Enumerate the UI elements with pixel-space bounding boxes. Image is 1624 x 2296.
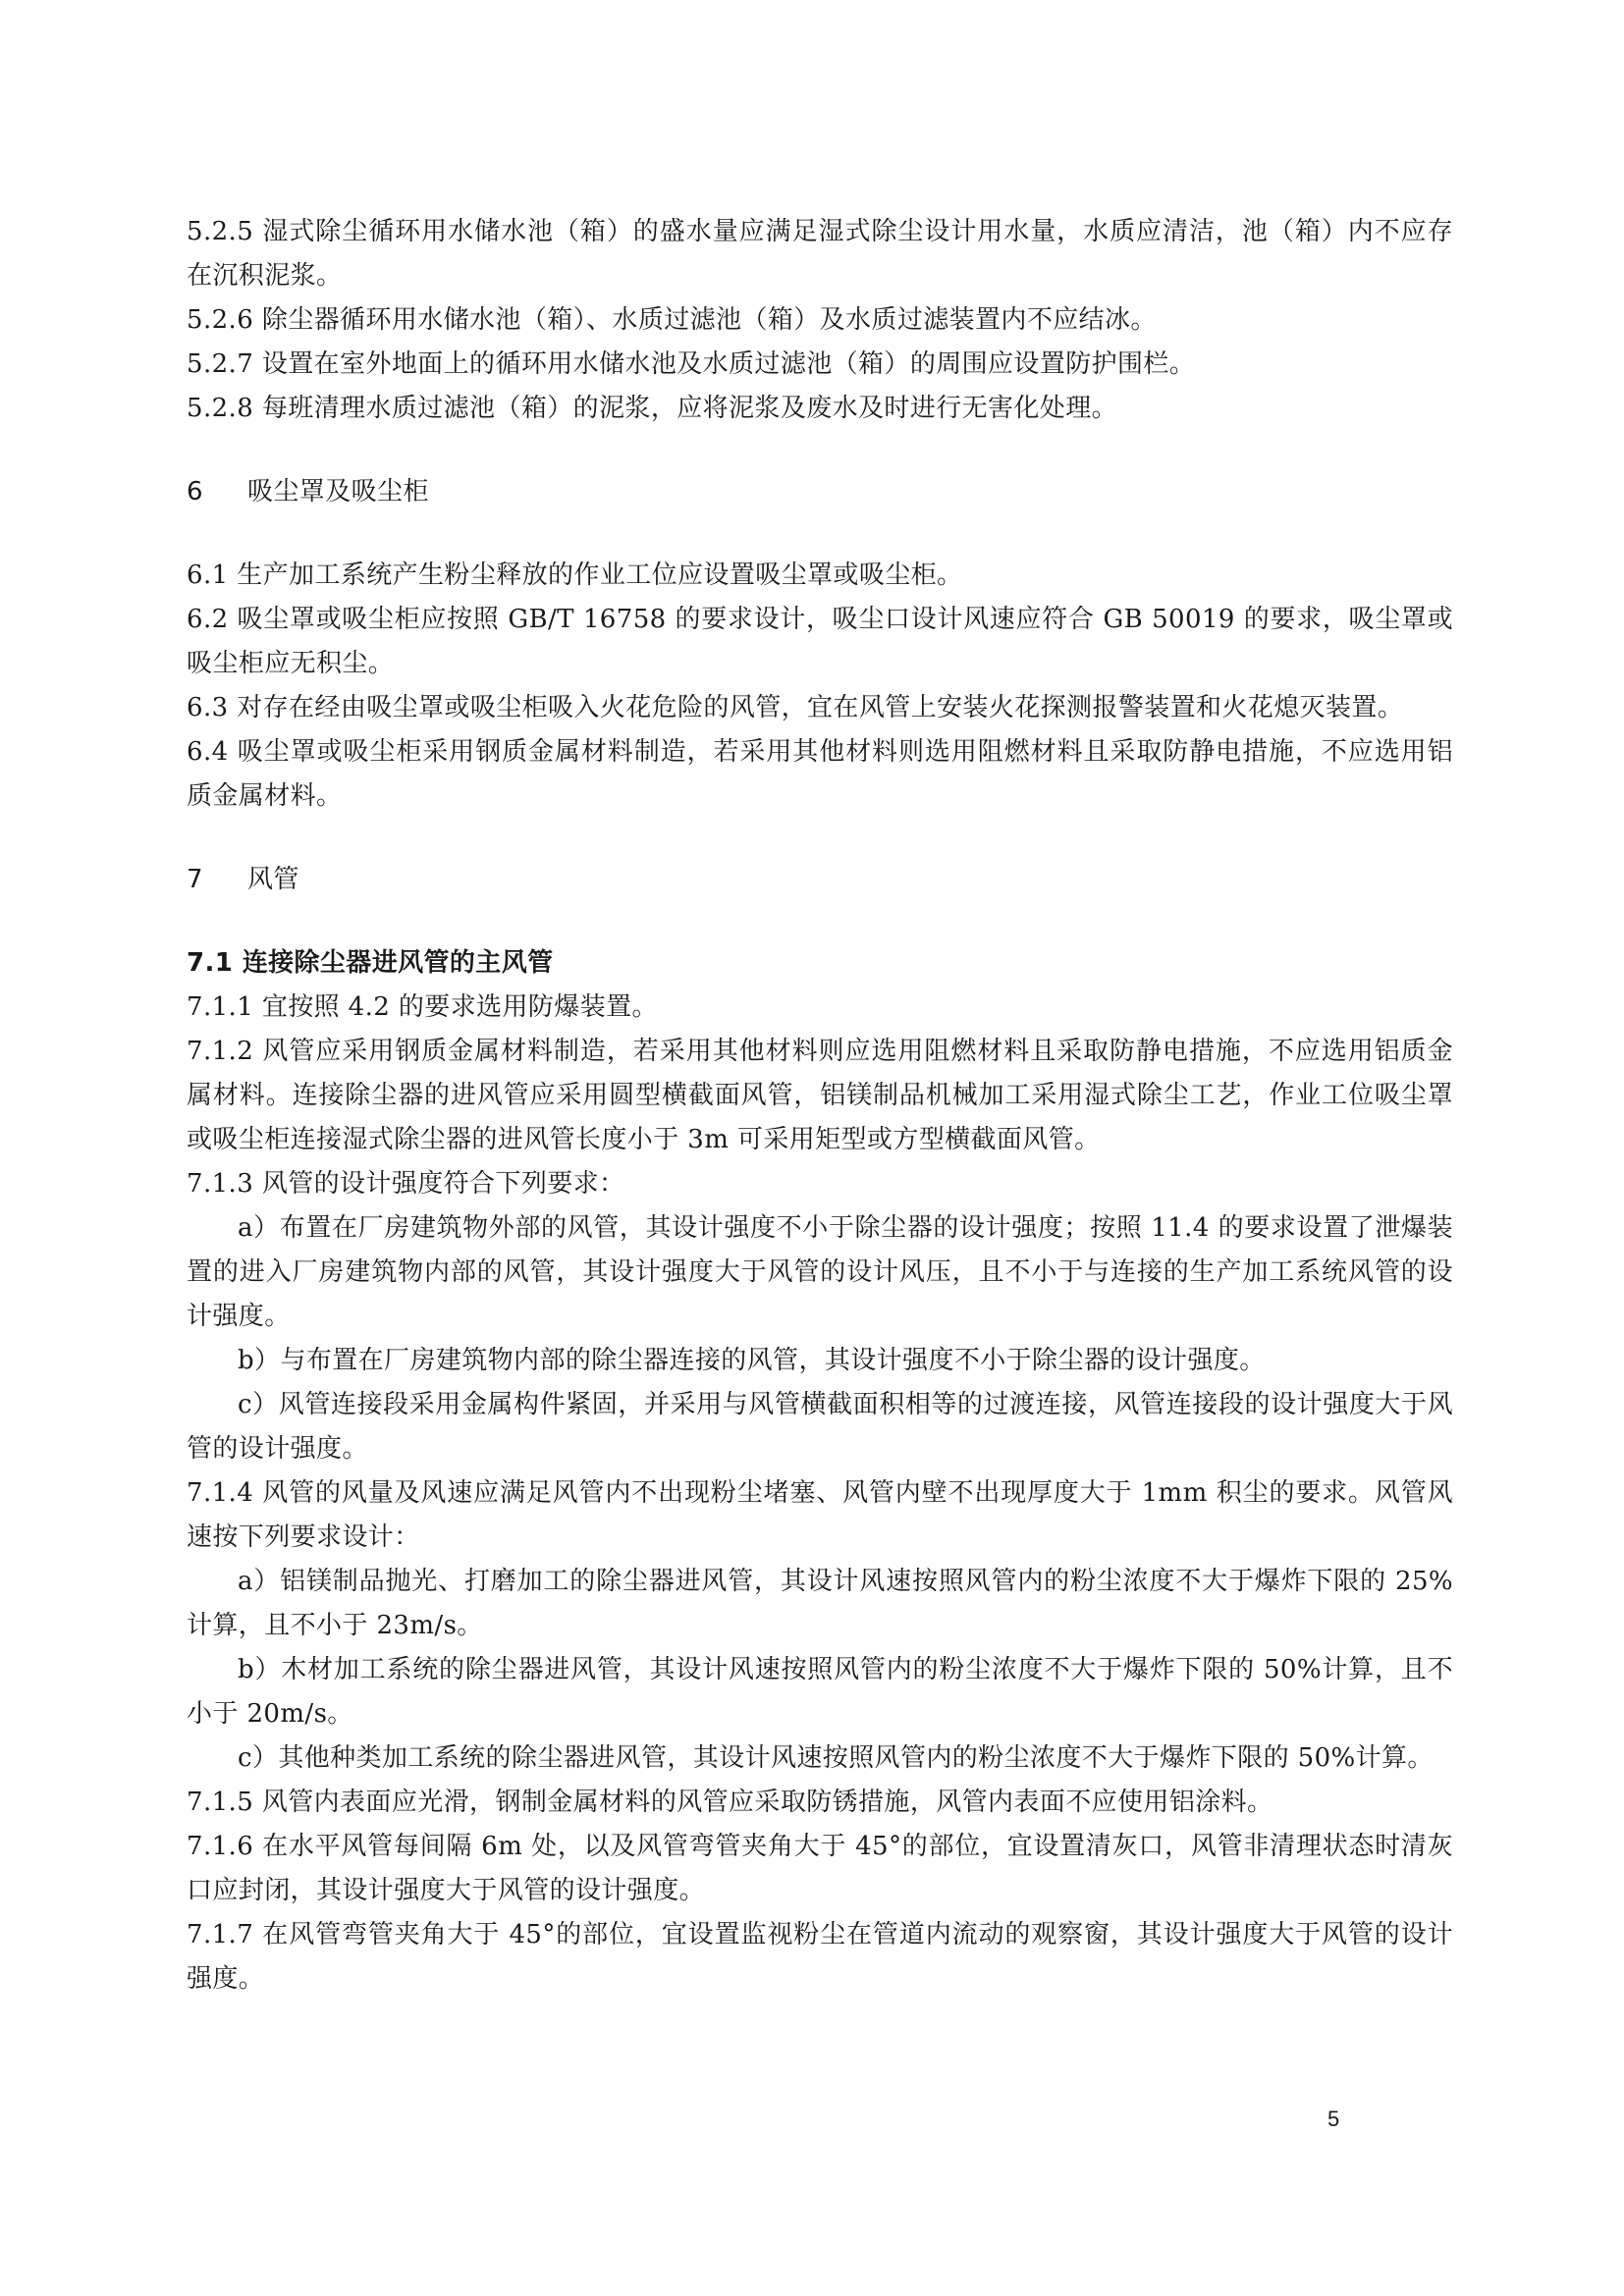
- subsection-7-1-heading: 7.1 连接除尘器进风管的主风管: [187, 948, 554, 978]
- section-7-heading: [187, 858, 1453, 902]
- clause-7-1-5: 7.1.5 风管内表面应光滑，钢制金属材料的风管应采取防锈措施，风管内表面不应使用铝涂料。: [187, 1788, 1273, 1817]
- clause-5-2-8: 5.2.8 每班清理水质过滤池（箱）的泥浆，应将泥浆及废水及时进行无害化处理。: [187, 394, 1118, 423]
- clause-6-1: 6.1 生产加工系统产生粉尘释放的作业工位应设置吸尘罩或吸尘柜。: [187, 561, 963, 590]
- clause-7-1-3-c: c）风管连接段采用金属构件紧固，并采用与风管横截面积相等的过渡连接，风管连接段的设计强度大于风管的设计强度。: [187, 1390, 1453, 1464]
- clause-5-2-5: 5.2.5 湿式除尘循环用水储水池（箱）的盛水量应满足湿式除尘设计用水量，水质应清洁，池（箱）内不应存在沉积泥浆。: [187, 217, 1453, 291]
- clause-7-1-3-a: a）布置在厂房建筑物外部的风管，其设计强度不小于除尘器的设计强度；按照 11.4 的要求设置了泄爆装置的进入厂房建筑物内部的风管，其设计强度大于风管的设计风压，且不小于与连接的生产加工系统风管的设计强度。: [187, 1213, 1453, 1331]
- clause-7-1-2: 7.1.2 风管应采用钢质金属材料制造，若采用其他材料则应选用阻燃材料且采取防静电措施，不应选用铝质金属材料。连接除尘器的进风管应采用圆型横截面风管，铝镁制品机械加工采用湿式除尘工艺，作业工位吸尘罩或吸尘柜连接湿式除尘器的进风管长度小于 3m 可采用矩型或方型横截面风管。: [187, 1037, 1453, 1154]
- clause-6-2: 6.2 吸尘罩或吸尘柜应按照 GB/T 16758 的要求设计，吸尘口设计风速应符合 GB 50019 的要求，吸尘罩或吸尘柜应无积尘。: [187, 605, 1453, 678]
- clause-7-1-4: 7.1.4 风管的风量及风速应满足风管内不出现粉尘堵塞、风管内壁不出现厚度大于 1mm 积尘的要求。风管风速按下列要求设计：: [187, 1478, 1453, 1552]
- clause-5-2-6: 5.2.6 除尘器循环用水储水池（箱）、水质过滤池（箱）及水质过滤装置内不应结冰。: [187, 305, 1157, 335]
- clause-5-2-7: 5.2.7 设置在室外地面上的循环用水储水池及水质过滤池（箱）的周围应设置防护围栏。: [187, 349, 1196, 379]
- clause-7-1-3-b: b）与布置在厂房建筑物内部的除尘器连接的风管，其设计强度不小于除尘器的设计强度。: [238, 1346, 1266, 1375]
- clause-7-1-3: 7.1.3 风管的设计强度符合下列要求：: [187, 1169, 625, 1199]
- clause-7-1-4-c: c）其他种类加工系统的除尘器进风管，其设计风速按照风管内的粉尘浓度不大于爆炸下限的 50%计算。: [238, 1743, 1434, 1773]
- clause-6-3: 6.3 对存在经由吸尘罩或吸尘柜吸入火花危险的风管，宜在风管上安装火花探测报警装置和火花熄灭装置。: [187, 693, 1404, 722]
- section-6-title: 吸尘罩及吸尘柜: [247, 477, 429, 507]
- clause-7-1-4-b: b）木材加工系统的除尘器进风管，其设计风速按照风管内的粉尘浓度不大于爆炸下限的 50%计算，且不小于 20m/s。: [187, 1655, 1453, 1729]
- clause-7-1-4-a: a）铝镁制品抛光、打磨加工的除尘器进风管，其设计风速按照风管内的粉尘浓度不大于爆炸下限的 25%计算，且不小于 23m/s。: [187, 1567, 1453, 1640]
- clause-7-1-6: 7.1.6 在水平风管每间隔 6m 处，以及风管弯管夹角大于 45°的部位，宜设置清灰口，风管非清理状态时清灰口应封闭，其设计强度大于风管的设计强度。: [187, 1832, 1453, 1905]
- section-7-number: 7: [187, 865, 203, 894]
- page-content: [187, 210, 1453, 2002]
- page-number: 5: [1327, 2107, 1340, 2131]
- section-7-title: 风管: [247, 865, 299, 894]
- clause-6-4: 6.4 吸尘罩或吸尘柜采用钢质金属材料制造，若采用其他材料则选用阻燃材料且采取防静电措施，不应选用铝质金属材料。: [187, 737, 1453, 811]
- section-6-number: 6: [187, 477, 203, 507]
- section-6-heading: [187, 470, 1453, 514]
- clause-7-1-7: 7.1.7 在风管弯管夹角大于 45°的部位，宜设置监视粉尘在管道内流动的观察窗，其设计强度大于风管的设计强度。: [187, 1920, 1453, 1994]
- clause-7-1-1: 7.1.1 宜按照 4.2 的要求选用防爆装置。: [187, 992, 658, 1022]
